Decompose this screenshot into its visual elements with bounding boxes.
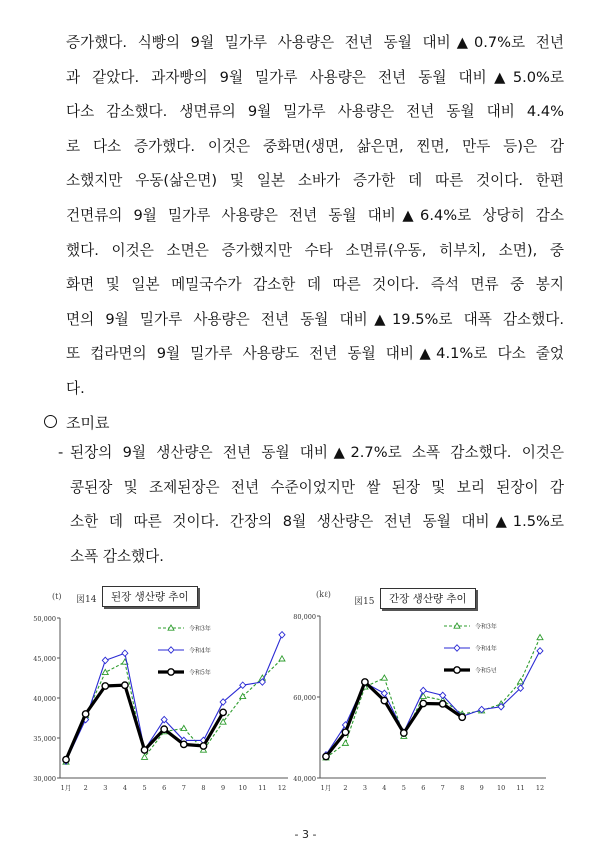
dash-bullet: - bbox=[58, 444, 64, 461]
x-tick-label: 4 bbox=[122, 784, 127, 792]
text-line: 면의 9월 밀가루 사용량은 전년 동월 대비▲19.5%로 대폭 감소했다. bbox=[66, 310, 564, 328]
legend-label: 令和5년 bbox=[475, 667, 497, 675]
body-paragraph bbox=[66, 26, 564, 407]
chart-svg bbox=[293, 582, 578, 797]
legend-label: 令和4年 bbox=[189, 647, 211, 655]
x-tick-label: 3 bbox=[103, 784, 108, 792]
data-point bbox=[181, 725, 187, 730]
x-tick-label: 7 bbox=[181, 784, 186, 792]
data-point bbox=[82, 711, 88, 717]
data-point bbox=[537, 648, 543, 654]
text-line: 소폭 감소했다. bbox=[70, 547, 164, 565]
data-point bbox=[63, 756, 69, 762]
data-point bbox=[161, 726, 167, 732]
x-tick-label: 7 bbox=[440, 784, 445, 792]
page-number: - 3 - bbox=[294, 828, 317, 841]
data-point bbox=[279, 656, 285, 661]
data-point bbox=[168, 669, 174, 675]
text-line: 콩된장 및 조제된장은 전년 수준이었지만 쌀 된장 및 보리 된장이 감 bbox=[70, 478, 564, 496]
data-point bbox=[102, 657, 108, 663]
data-point bbox=[200, 743, 206, 749]
x-tick-label: 6 bbox=[162, 784, 167, 792]
x-tick-label: 5 bbox=[401, 784, 406, 792]
data-point bbox=[420, 700, 426, 706]
figure-label: 図15 bbox=[354, 597, 375, 607]
text-line: 다. bbox=[66, 379, 85, 397]
section-heading bbox=[44, 408, 109, 438]
y-tick-label: 45,000 bbox=[33, 655, 56, 663]
data-point bbox=[168, 647, 174, 653]
text-line: 된장의 9월 생산량은 전년 동월 대비▲2.7%로 소폭 감소했다. 이것은 bbox=[70, 444, 564, 461]
chart-title: 간장 생산량 추이 bbox=[380, 588, 476, 609]
text-line: 했다. 이것은 소면은 증가했지만 수타 소면류(우동, 히부치, 소면), 중 bbox=[66, 241, 564, 259]
x-tick-label: 11 bbox=[516, 784, 525, 792]
y-tick-label: 80,000 bbox=[293, 613, 316, 621]
data-point bbox=[454, 667, 460, 673]
data-point bbox=[381, 675, 387, 680]
x-tick-label: 8 bbox=[460, 784, 465, 792]
y-tick-label: 40,000 bbox=[33, 695, 56, 703]
chart-ganjang bbox=[293, 582, 578, 797]
x-tick-label: 8 bbox=[201, 784, 206, 792]
data-point bbox=[537, 634, 543, 639]
x-tick-label: 1月 bbox=[320, 784, 332, 792]
data-point bbox=[440, 701, 446, 707]
text-line: 로 다소 증가했다. 이것은 중화면(생면, 삶은면, 찐면, 만두 등)은 감 bbox=[66, 137, 564, 155]
data-point bbox=[122, 650, 128, 656]
unit-label: (kℓ) bbox=[316, 590, 331, 599]
text-line: 다소 감소했다. 생면류의 9월 밀가루 사용량은 전년 동월 대비 4.4% bbox=[66, 103, 564, 121]
data-point bbox=[381, 697, 387, 703]
x-tick-label: 11 bbox=[258, 784, 267, 792]
x-tick-label: 2 bbox=[83, 784, 88, 792]
x-tick-label: 9 bbox=[221, 784, 226, 792]
circle-bullet-icon bbox=[44, 415, 57, 428]
data-point bbox=[240, 693, 246, 698]
x-tick-label: 10 bbox=[238, 784, 247, 792]
data-point bbox=[220, 709, 226, 715]
y-tick-label: 40,000 bbox=[293, 775, 316, 783]
x-tick-label: 12 bbox=[535, 784, 545, 792]
data-point bbox=[342, 729, 348, 735]
section-paragraph bbox=[58, 436, 564, 574]
chart-doenjang bbox=[28, 582, 300, 797]
x-tick-label: 10 bbox=[496, 784, 506, 792]
data-point bbox=[342, 740, 348, 745]
section-title: 조미료 bbox=[66, 414, 110, 432]
data-point bbox=[141, 747, 147, 753]
x-tick-label: 3 bbox=[362, 784, 367, 792]
legend-label: 令和3年 bbox=[189, 625, 211, 633]
data-point bbox=[181, 741, 187, 747]
x-tick-label: 1月 bbox=[60, 784, 72, 792]
data-point bbox=[102, 683, 108, 689]
x-tick-label: 6 bbox=[421, 784, 426, 792]
chart-svg bbox=[28, 582, 300, 797]
data-point bbox=[102, 669, 108, 674]
legend-label: 令和5年 bbox=[189, 669, 211, 677]
text-line: 또 컵라면의 9월 밀가루 사용량도 전년 동월 대비▲4.1%로 다소 줄었 bbox=[66, 345, 564, 363]
legend-label: 令和4年 bbox=[475, 645, 497, 653]
text-line: 증가했다. 식빵의 9월 밀가루 사용량은 전년 동월 대비▲0.7%로 전년 bbox=[66, 34, 564, 51]
data-point bbox=[459, 714, 465, 720]
chart-title: 된장 생산량 추이 bbox=[102, 586, 198, 607]
data-point bbox=[420, 687, 426, 693]
x-tick-label: 4 bbox=[382, 784, 387, 792]
y-tick-label: 35,000 bbox=[33, 735, 56, 743]
data-point bbox=[279, 632, 285, 638]
data-point bbox=[122, 682, 128, 688]
y-tick-label: 50,000 bbox=[33, 615, 56, 623]
x-tick-label: 2 bbox=[343, 784, 348, 792]
y-tick-label: 30,000 bbox=[33, 775, 56, 783]
text-line: 과 같았다. 과자빵의 9월 밀가루 사용량은 전년 동월 대비▲5.0%로 bbox=[66, 68, 564, 86]
text-line: 화면 및 일본 메밀국수가 감소한 데 따른 것이다. 즉석 면류 중 봉지 bbox=[66, 276, 564, 294]
unit-label: (t) bbox=[52, 592, 62, 601]
data-point bbox=[323, 753, 329, 759]
text-line: 건면류의 9월 밀가루 사용량은 전년 동월 대비▲6.4%로 상당히 감소 bbox=[66, 206, 564, 224]
x-tick-label: 12 bbox=[277, 784, 287, 792]
data-point bbox=[362, 679, 368, 685]
x-tick-label: 5 bbox=[142, 784, 147, 792]
y-tick-label: 60,000 bbox=[293, 694, 316, 702]
data-point bbox=[454, 645, 460, 651]
legend-label: 令和3年 bbox=[475, 623, 497, 631]
text-line: 소했지만 우동(삶은면) 및 일본 소바가 증가한 데 따른 것이다. 한편 bbox=[66, 172, 564, 190]
data-point bbox=[381, 690, 387, 696]
figure-label: 図14 bbox=[76, 595, 97, 605]
data-point bbox=[401, 730, 407, 736]
x-tick-label: 9 bbox=[479, 784, 484, 792]
text-line: 소한 데 따른 것이다. 간장의 8월 생산량은 전년 동월 대비▲1.5%로 bbox=[70, 513, 564, 531]
